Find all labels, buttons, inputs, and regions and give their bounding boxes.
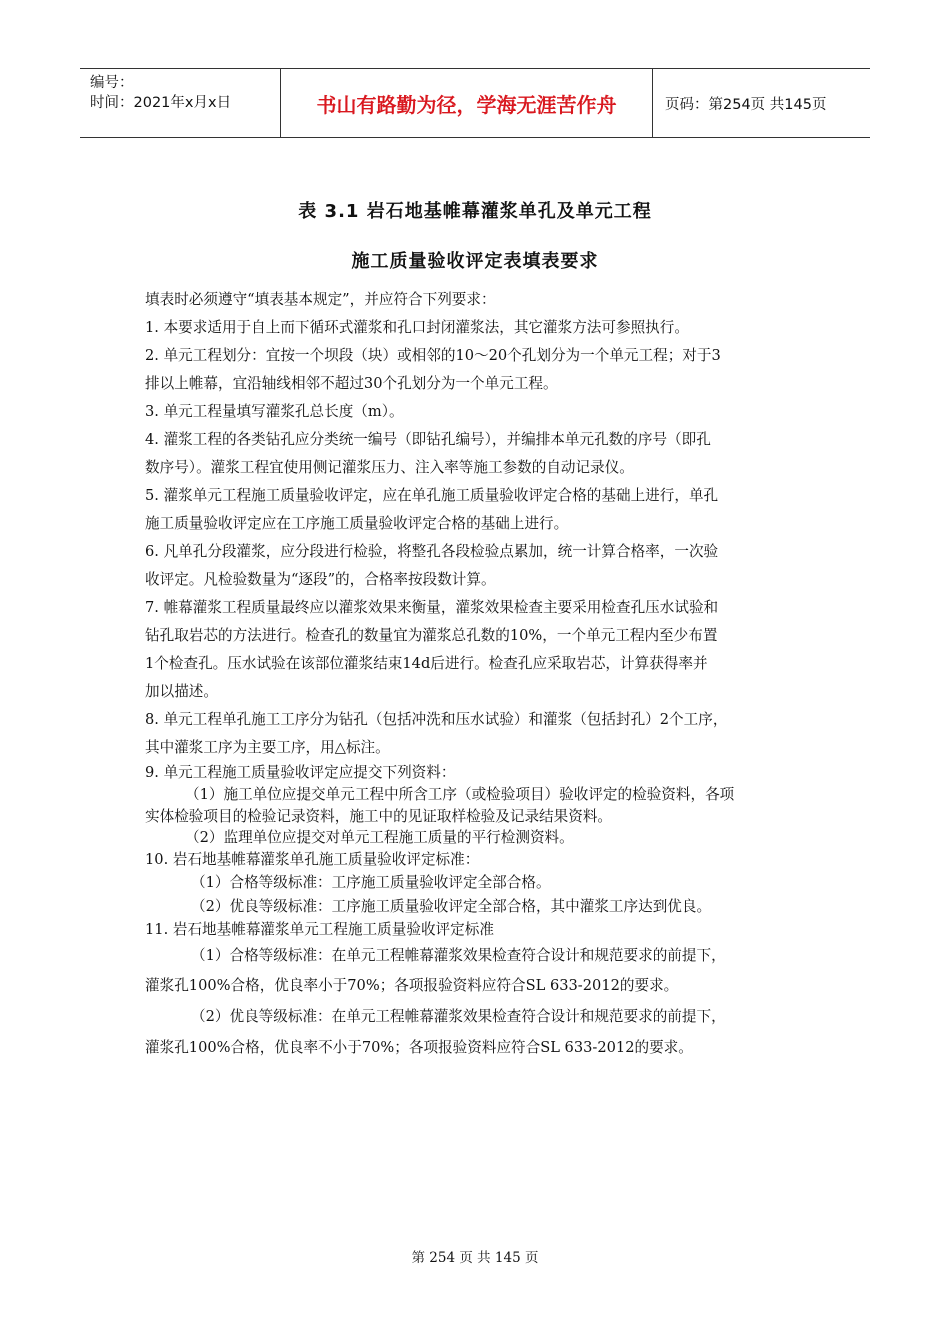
page-footer: 第 254 页 共 145 页 <box>411 1250 539 1266</box>
requirement-8-line2: 其中灌浆工序为主要工序，用△标注。 <box>145 739 390 756</box>
requirement-4-line1: 4. 灌浆工程的各类钻孔应分类统一编号（即钻孔编号），并编排本单元孔数的序号（即孔 <box>145 431 711 448</box>
requirement-6-line2: 收评定。凡检验数量为“逐段”的，合格率按段数计算。 <box>145 571 496 588</box>
requirement-10: 10. 岩石地基帷幕灌浆单孔施工质量验收评定标准： <box>145 851 480 868</box>
document-number: 编号： <box>90 75 134 91</box>
header-motto: 书山有路勤为径，学海无涯苦作舟 <box>281 69 653 137</box>
document-title: 表 3.1 岩石地基帷幕灌浆单孔及单元工程 <box>298 201 652 222</box>
document-date: 时间：2021年x月x日 <box>90 95 232 111</box>
requirement-6-line1: 6. 凡单孔分段灌浆，应分段进行检验，将整孔各段检验点累加，统一计算合格率，一次验 <box>145 543 719 560</box>
requirement-1: 1. 本要求适用于自上而下循环式灌浆和孔口封闭灌浆法，其它灌浆方法可参照执行。 <box>145 319 689 336</box>
requirement-11: 11. 岩石地基帷幕灌浆单元工程施工质量验收评定标准 <box>145 920 494 938</box>
requirement-7-line2: 钻孔取岩芯的方法进行。检查孔的数量宜为灌浆总孔数的10%，一个单元工程内至少布置 <box>145 627 718 644</box>
header-page-info: 页码：第254页 共145页 <box>665 96 827 113</box>
page-header <box>80 68 870 138</box>
requirement-4-line2: 数序号）。灌浆工程宜使用侧记灌浆压力、注入率等施工参数的自动记录仪。 <box>145 459 634 476</box>
requirement-5-line1: 5. 灌浆单元工程施工质量验收评定，应在单孔施工质量验收评定合格的基础上进行，单孔 <box>145 487 719 504</box>
requirement-8-line1: 8. 单元工程单孔施工工序分为钻孔（包括冲洗和压水试验）和灌浆（包括封孔）2个工序， <box>145 711 728 728</box>
requirement-2-line1: 2. 单元工程划分：宜按一个坝段（块）或相邻的10～20个孔划分为一个单元工程；对于3 <box>145 347 721 364</box>
requirement-9-1-line2: 实体检验项目的检验记录资料，施工中的见证取样检验及记录结果资料。 <box>145 807 613 825</box>
requirement-9-2: （2）监理单位应提交对单元工程施工质量的平行检测资料。 <box>185 829 574 846</box>
document-body <box>145 286 810 1062</box>
requirement-11-2-line2: 灌浆孔100%合格，优良率不小于70%；各项报验资料应符合SL 633-2012的要求。 <box>145 1039 693 1056</box>
requirement-3: 3. 单元工程量填写灌浆孔总长度（m）。 <box>145 403 404 420</box>
requirement-7-line1: 7. 帷幕灌浆工程质量最终应以灌浆效果来衡量，灌浆效果检查主要采用检查孔压水试验和 <box>145 599 719 616</box>
requirement-7-line3: 1个检查孔。压水试验在该部位灌浆结束14d后进行。检查孔应采取岩芯，计算获得率并 <box>145 655 708 672</box>
intro-paragraph: 填表时必须遵守“填表基本规定”，并应符合下列要求： <box>145 291 496 308</box>
requirement-11-2-line1: （2）优良等级标准：在单元工程帷幕灌浆效果检查符合设计和规范要求的前提下， <box>191 1008 726 1025</box>
requirement-11-1-line2: 灌浆孔100%合格，优良率小于70%；各项报验资料应符合SL 633-2012的要求。 <box>145 977 679 994</box>
requirement-11-1-line1: （1）合格等级标准：在单元工程帷幕灌浆效果检查符合设计和规范要求的前提下， <box>191 947 726 964</box>
header-meta <box>80 69 281 137</box>
document-subtitle: 施工质量验收评定表填表要求 <box>351 251 599 272</box>
requirement-7-line4: 加以描述。 <box>145 683 218 700</box>
requirement-2-line2: 排以上帷幕，宜沿轴线相邻不超过30个孔划分为一个单元工程。 <box>145 375 558 392</box>
requirement-10-1: （1）合格等级标准：工序施工质量验收评定全部合格。 <box>191 873 551 891</box>
requirement-10-2: （2）优良等级标准：工序施工质量验收评定全部合格，其中灌浆工序达到优良。 <box>191 897 712 915</box>
requirement-5-line2: 施工质量验收评定应在工序施工质量验收评定合格的基础上进行。 <box>145 515 569 532</box>
requirement-9: 9. 单元工程施工质量验收评定应提交下列资料： <box>145 764 456 781</box>
requirement-9-1-line1: （1）施工单位应提交单元工程中所含工序（或检验项目）验收评定的检验资料，各项 <box>185 785 735 803</box>
